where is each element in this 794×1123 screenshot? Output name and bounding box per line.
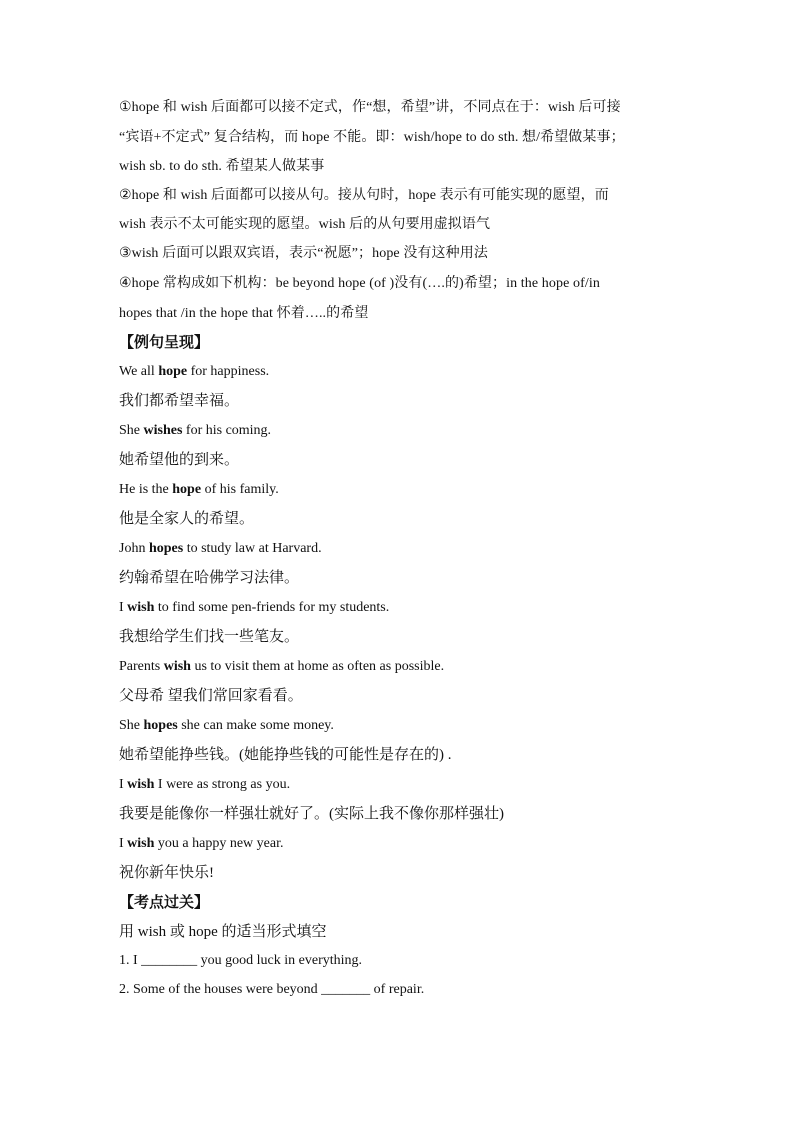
example-chinese: 父母希 望我们常回家看看。: [119, 688, 303, 704]
example-keyword: wish: [163, 659, 191, 674]
example-chinese: 我想给学生们找一些笔友。: [119, 629, 300, 645]
example-text: you a happy new year.: [154, 836, 284, 851]
note-line-5: wish 表示不太可能实现的愿望。wish 后的从句要用虚拟语气: [119, 217, 491, 232]
example-text: us to visit them at home as often as possible.: [190, 659, 445, 674]
note-line-7: ④hope 常构成如下机构：be beyond hope (of )没有(….的)希望；in the hope of/in: [119, 276, 600, 291]
example-keyword: wish: [127, 836, 155, 851]
example-keyword: hopes: [143, 718, 178, 733]
exercise-heading: 【考点过关】: [119, 895, 210, 911]
example-chinese: 她希望他的到来。: [119, 452, 240, 468]
example-text: to study law at Harvard.: [183, 541, 322, 556]
example-chinese: 她希望能挣些钱。(她能挣些钱的可能性是存在的) .: [119, 747, 452, 763]
example-text: I were as strong as you.: [154, 777, 291, 792]
example-keyword: wishes: [143, 423, 183, 438]
example-text: She: [119, 718, 144, 733]
example-text: for happiness.: [187, 364, 270, 379]
example-text: of his family.: [201, 482, 279, 497]
example-keyword: wish: [127, 600, 155, 615]
note-line-6: ③wish 后面可以跟双宾语，表示“祝愿”；hope 没有这种用法: [119, 246, 488, 261]
note-line-4: ②hope 和 wish 后面都可以接从句。接从句时，hope 表示有可能实现的愿望，而: [119, 188, 609, 203]
exercise-item-2: 2. Some of the houses were beyond _______ of repair.: [119, 982, 425, 997]
example-english: [119, 657, 684, 686]
note-line-8: hopes that /in the hope that 怀着…..的希望: [119, 306, 369, 321]
example-text: John: [119, 541, 149, 556]
example-chinese: 我要是能像你一样强壮就好了。(实际上我不像你那样强壮): [119, 806, 504, 822]
example-english: [119, 716, 684, 745]
example-chinese: 他是全家人的希望。: [119, 511, 255, 527]
example-text: I: [119, 600, 128, 615]
example-text: Parents: [119, 659, 164, 674]
example-text: for his coming.: [182, 423, 272, 438]
example-text: to find some pen-friends for my students.: [154, 600, 390, 615]
example-english: [119, 539, 684, 568]
note-line-2: “宾语+不定式” 复合结构，而 hope 不能。即：wish/hope to do sth. 想/希望做某事；: [119, 130, 625, 145]
example-keyword: hope: [172, 482, 202, 497]
example-english: [119, 421, 684, 450]
example-keyword: wish: [127, 777, 155, 792]
exercise-item-1: 1. I ________ you good luck in everything.: [119, 953, 363, 968]
note-line-1: ①hope 和 wish 后面都可以接不定式，作“想，希望”讲，不同点在于：wish 后可接: [119, 100, 621, 115]
example-text: I: [119, 836, 128, 851]
example-text: I: [119, 777, 128, 792]
example-english: [119, 362, 684, 391]
example-text: She: [119, 423, 144, 438]
exercise-instruction: 用 wish 或 hope 的适当形式填空: [119, 924, 327, 940]
example-text: He is the: [119, 482, 173, 497]
example-english: [119, 775, 684, 804]
example-chinese: 我们都希望幸福。: [119, 393, 240, 409]
examples-heading: 【例句呈现】: [119, 335, 210, 351]
document-page: [119, 98, 684, 1009]
example-english: [119, 480, 684, 509]
examples-list: [119, 362, 684, 893]
note-line-3: wish sb. to do sth. 希望某人做某事: [119, 159, 325, 174]
example-english: [119, 598, 684, 627]
example-chinese: 祝你新年快乐!: [119, 865, 214, 881]
example-text: We all: [119, 364, 159, 379]
example-keyword: hope: [158, 364, 188, 379]
example-keyword: hopes: [148, 541, 184, 556]
example-text: she can make some money.: [177, 718, 334, 733]
example-english: [119, 834, 684, 863]
example-chinese: 约翰希望在哈佛学习法律。: [119, 570, 300, 586]
